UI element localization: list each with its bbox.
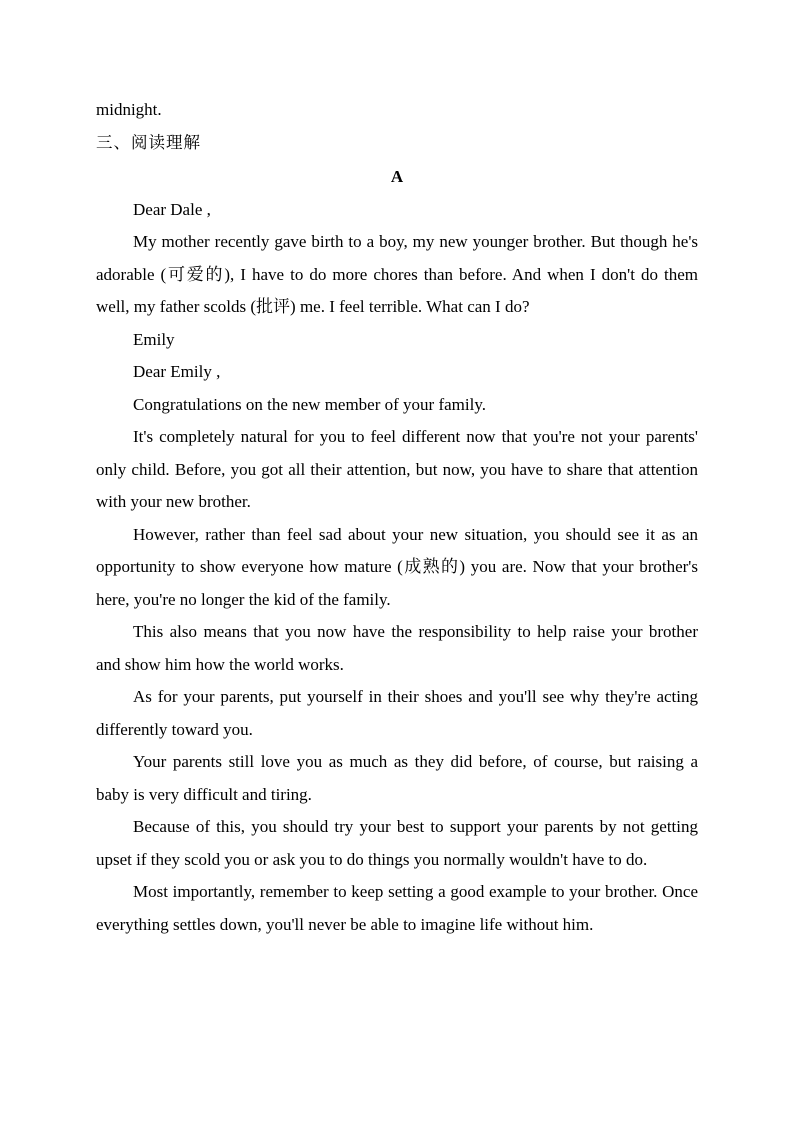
section-heading: 三、阅读理解	[96, 132, 201, 152]
passage-title: A	[390, 167, 404, 186]
letter-two-paragraph-4: This also means that you now have the responsibility to help raise your brother and show him how the world works.	[96, 622, 698, 674]
letter-two-paragraph-1: Congratulations on the new member of your family.	[133, 394, 486, 414]
letter-two-paragraph-2: It's completely natural for you to feel different now that you're not your parents' only child. Before, you got all their attention, but now, you have to share that attention with your new brother.	[96, 427, 698, 511]
letter-two-paragraph-3: However, rather than feel sad about your new situation, you should see it as an opportunity to show everyone how mature (成熟的) you are. Now that your brother's here, you're no longer the kid of the family.	[96, 524, 698, 609]
document-page	[96, 94, 698, 941]
letter-two-paragraph-7: Because of this, you should try your best to support your parents by not getting upset if they scold you or ask you to do things you normally wouldn't have to do.	[96, 817, 698, 869]
letter-one-body: My mother recently gave birth to a boy, my new younger brother. But though he's adorable (可爱的), I have to do more chores than before. And when I don't do them well, my father scolds (批评) me. I feel terrible. What can I do?	[96, 232, 698, 316]
letter-one-signature: Emily	[133, 329, 175, 349]
top-fragment: midnight.	[96, 100, 162, 119]
letter-one-salutation: Dear Dale ,	[133, 199, 211, 219]
letter-two-paragraph-5: As for your parents, put yourself in their shoes and you'll see why they're acting differently toward you.	[96, 687, 698, 739]
letter-two-paragraph-6: Your parents still love you as much as they did before, of course, but raising a baby is very difficult and tiring.	[96, 752, 698, 804]
letter-two-salutation: Dear Emily ,	[133, 362, 221, 381]
letter-two-paragraph-8: Most importantly, remember to keep setting a good example to your brother. Once everything settles down, you'll never be able to imagine life without him.	[96, 882, 698, 934]
